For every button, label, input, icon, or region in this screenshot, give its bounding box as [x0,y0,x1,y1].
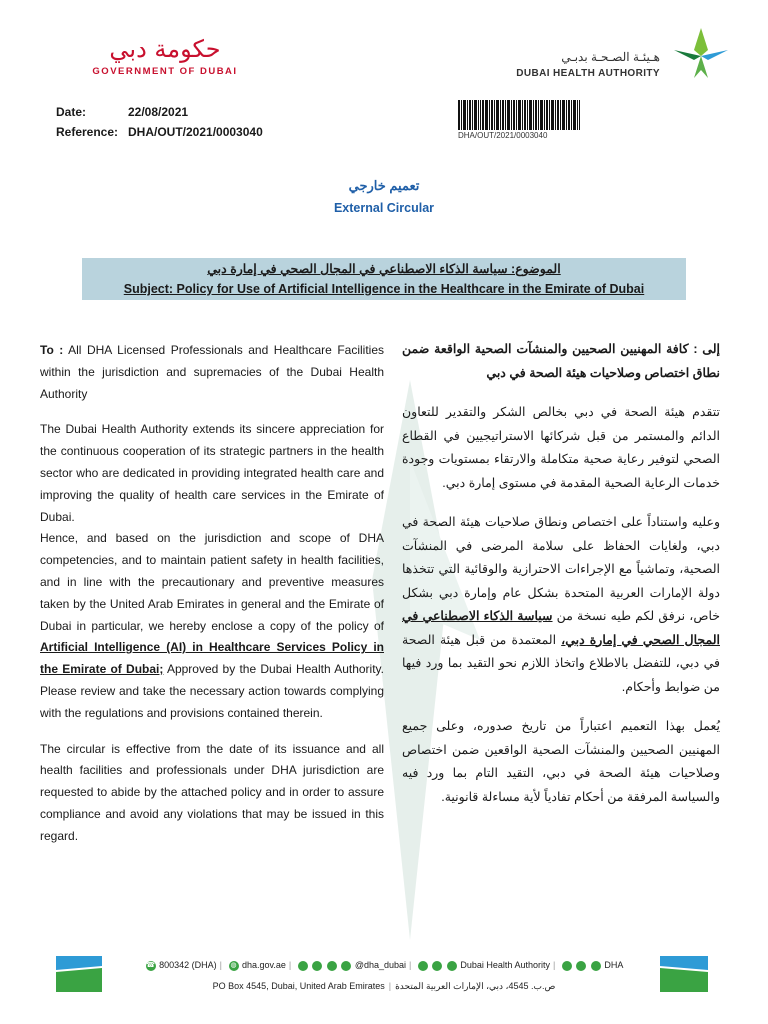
english-to-label: To : [40,343,64,357]
footer-decoration-left [56,956,102,992]
dha-logo [480,26,730,86]
reference-value: DHA/OUT/2021/0003040 [128,125,263,139]
footer-social-handle: @dha_dubai [354,960,406,970]
facebook-icon [447,961,457,971]
arabic-paragraph-1: تتقدم هيئة الصحة في دبي بخالص الشكر والتقدير للتعاون الدائم والمستمر من قبل شركائها الاستراتيجيين في القطاع الصحي لتوفير رعاية صحية متكاملة والارتقاء بمستويات وجودة خدمات الرعاية الصحية المقدمة في مستوى إمارة دبي. [402,405,720,490]
barcode [458,100,580,130]
circular-title-english: External Circular [333,201,435,215]
gov-logo-arabic: حكومة دبي [109,35,221,63]
date-value: 22/08/2021 [128,105,189,119]
gov-logo-english: GOVERNMENT OF DUBAI [92,66,238,77]
subject-english: Subject: Policy for Use of Artificial Intelligence in the Healthcare in the Emirate of Dubai [123,282,645,296]
dha-logo-english: DUBAI HEALTH AUTHORITY [516,68,660,79]
footer-decoration-right [660,956,708,992]
android-icon [576,961,586,971]
english-body [40,340,384,848]
date-label: Date: [56,105,87,119]
footer-contact-row: ☎ 800342 (DHA) | ◍ dha.gov.ae | @dha_dubai | Dubai Health Authority | DHA [146,960,624,970]
reference-label: Reference: [56,125,119,139]
dha-app-icon [591,961,601,971]
footer-address-english: PO Box 4545, Dubai, United Arab Emirates [212,981,385,991]
english-to-text: All DHA Licensed Professionals and Healthcare Facilities within the jurisdiction and supremacies of the Dubai Health Authority [40,343,384,401]
circular-title-arabic: تعميم خارجي [348,178,420,193]
phone-icon: ☎ [146,961,155,969]
subject-box [82,258,686,300]
footer-social-name: Dubai Health Authority [460,960,550,970]
footer-address-row: PO Box 4545, Dubai, United Arab Emirates | ص.ب. 4545، دبي، الإمارات العربية المتحدة [212,981,556,991]
footer-website[interactable]: dha.gov.ae [242,960,286,970]
footer-short-name: DHA [604,960,624,970]
subject-arabic: الموضوع: سياسة الذكاء الاصطناعي في المجال الصحي في إمارة دبي [207,262,561,276]
dha-logo-arabic: هـيئـة الصـحـة بدبـي [561,50,660,64]
english-recipient [40,340,384,405]
arabic-policy-title: سياسة الذكاء الاصطناعي في المجال الصحي في إمارة دبي، [402,609,720,647]
instagram-icon [312,961,322,971]
arabic-recipient: إلى : كافة المهنيين الصحيين والمنشآت الصحية الواقعة ضمن نطاق اختصاص وصلاحيات هيئة الصحة في دبي [402,342,720,380]
english-paragraph-2-start: Hence, and based on the jurisdiction and scope of DHA competencies, and to maintain patient safety in health facilities, and in line with the precautionary and preventive measures taken by the United Arab Emirates in general and the Emirate of Dubai in particular, we hereby enclose a copy of the policy of [40,531,384,633]
linkedin-icon [418,961,428,971]
government-of-dubai-logo [80,34,250,77]
twitter-icon [298,961,308,971]
arabic-paragraph-3: يُعمل بهذا التعميم اعتباراً من تاريخ صدوره، وعلى جميع المهنيين الصحيين والمنشآت الصحية الواقعين ضمن اختصاص وصلاحيات هيئة الصحة في دبي، التقيد التام بما ورد فيه والسياسة المرفقة من أحكام تفادياً لأية مساءلة قانونية. [402,719,720,804]
english-paragraph-2-end: Approved by the Dubai Health Authority. Please review and take the necessary action towards complying with the regulations and provisions contained therein. [40,662,384,720]
app-store-icon [562,961,572,971]
footer-address-arabic: ص.ب. 4545، دبي، الإمارات العربية المتحدة [395,981,556,991]
footer-phone: 800342 (DHA) [159,960,217,970]
vimeo-icon [432,961,442,971]
youtube-icon [341,961,351,971]
barcode-text: DHA/OUT/2021/0003040 [458,131,548,140]
dha-logo-mark-icon [672,26,730,80]
snapchat-icon [327,961,337,971]
globe-icon: ◍ [230,961,237,969]
arabic-body [402,338,720,809]
arabic-paragraph-2-start: وعليه واستناداً على اختصاص ونطاق صلاحيات هيئة الصحة في دبي، ولغايات الحفاظ على سلامة المرضى في المنشآت الصحية، وتماشياً مع الإجراءات الاحترازية والوقائية التي تتخذها دولة الإمارات العربية المتحدة بشكل عام وإمارة دبي بشكل خاص، نرفق لكم طيه نسخة من [402,515,720,623]
english-policy-title: Artificial Intelligence (AI) in Healthcare Services Policy in the Emirate of Dubai; [40,640,384,677]
arabic-paragraph-2 [402,511,720,699]
english-paragraph-1: The Dubai Health Authority extends its sincere appreciation for the continuous cooperation of its strategic partners in the health sector who are dedicated in providing integrated health care and improving the quality of health care services in the Emirate of Dubai. [40,422,384,524]
english-paragraph-2 [40,528,384,724]
arabic-paragraph-2-end: المعتمدة من قبل هيئة الصحة في دبي، للتفضل بالاطلاع واتخاذ اللازم نحو التقيد بما ورد فيها من ضوابط وأحكام. [402,632,720,694]
date-row [56,102,263,122]
date-reference-block [56,102,263,142]
reference-row [56,122,263,142]
english-paragraph-3: The circular is effective from the date of its issuance and all health facilities and professionals under DHA jurisdiction are requested to abide by the attached policy and in order to assure compliance and avoid any violations that may be issued in this regard. [40,741,384,843]
